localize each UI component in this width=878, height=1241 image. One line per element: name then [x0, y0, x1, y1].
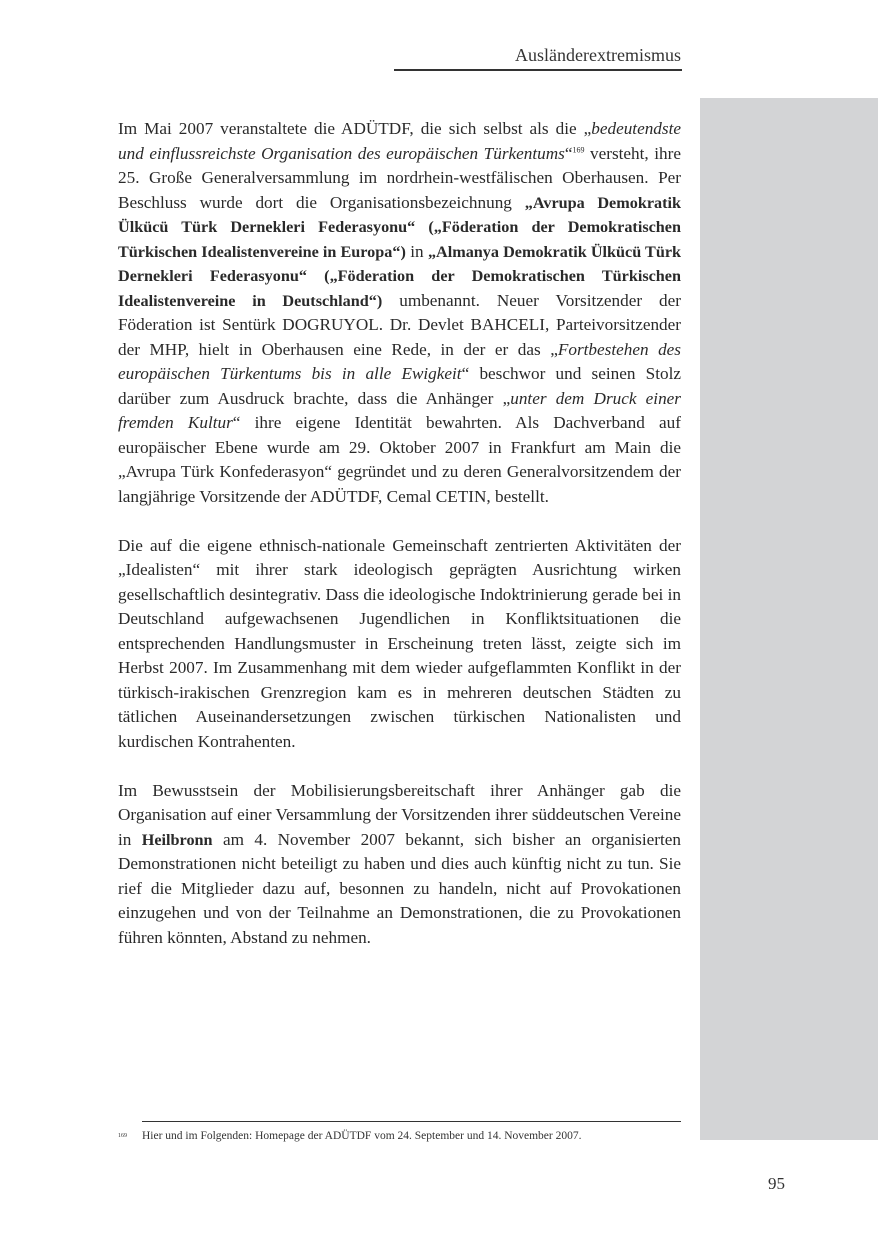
paragraph-2: Die auf die eigene ethnisch-nationale Gemeinschaft zentrierten Aktivitäten der „Idealisten“ mit ihrer stark ideologisch geprägten Ausrichtung wirken gesellschaftlich desintegrativ. Dass die ideologische Indoktrinierung gerade bei in Deutschland aufgewachsenen Jugendlichen in Konfliktsituationen die entsprechenden Handlungsmuster in Erscheinung treten lässt, zeigte sich im Herbst 2007. Im Zusammenhang mit dem wieder aufgeflammten Konflikt in der türkisch-irakischen Grenzregion kam es in mehreren deutschen Städten zu tätlichen Auseinandersetzungen zwischen türkischen Nationalisten und kurdischen Kontrahenten. — [118, 535, 681, 751]
p1-org-name-old: „Avrupa Demokratik Ülkücü Türk Dernekleri Federasyonu“ („Föderation der Demokratischen Türkischen Idealistenvereine in Europa“) — [118, 193, 681, 261]
footnote-rule — [142, 1121, 681, 1122]
page-number: 95 — [768, 1174, 785, 1193]
footnote-number: 169 — [118, 1133, 127, 1139]
p3-text-1: Im Bewusstsein der Mobilisierungsbereitschaft ihrer Anhänger gab die Organisation auf einer Versammlung der Vorsitzenden ihrer süddeutschen Vereine in — [118, 780, 681, 849]
footnote — [118, 1128, 681, 1144]
p1-org-name-new: „Almanya Demokratik Ülkücü Türk Dernekleri Federasyonu“ („Föderation der Demokratischen Türkischen Idealistenvereine in Deutschland“) — [118, 242, 682, 310]
p1-text-2: “ — [564, 143, 573, 163]
paragraph-3 — [118, 779, 681, 951]
body-text — [118, 117, 681, 975]
p1-quote-2: Fortbestehen des europäischen Türkentums bis in alle Ewigkeit — [118, 339, 681, 383]
p1-text-4: in — [405, 241, 428, 261]
header-rule — [394, 69, 682, 71]
p3-place-name: Heilbronn — [141, 830, 213, 849]
p1-text-3: versteht, ihre 25. Große Generalversammlung im nordrhein-westfälischen Oberhausen. Per Beschluss wurde dort die Organisationsbezeichnung — [118, 143, 681, 212]
p1-text-6: “ beschwor und seinen Stolz darüber zum Ausdruck brachte, dass die Anhänger „ — [118, 364, 682, 408]
p1-text-5: umbenannt. Neuer Vorsitzender der Föderation ist Sentürk DOGRUYOL. Dr. Devlet BAHCELI, Parteivorsitzender der MHP, hielt in Oberhausen eine Rede, in der er das „ — [118, 290, 681, 359]
footnote-text: Hier und im Folgenden: Homepage der ADÜTDF vom 24. September und 14. November 2007. — [142, 1130, 582, 1142]
footnote-ref[interactable]: 169 — [572, 144, 585, 154]
p1-text-7: “ ihre eigene Identität bewahrten. Als Dachverband auf europäischer Ebene wurde am 29. Oktober 2007 in Frankfurt am Main die „Avrupa Türk Konfederasyon“ gegründet und zu deren Generalvorsitzendem der langjährige Vorsitzende der ADÜTDF, Cemal CETIN, bestellt. — [118, 413, 681, 506]
paragraph-1 — [118, 117, 681, 509]
p1-quote-3: unter dem Druck einer fremden Kultur — [118, 388, 681, 432]
margin-sidebar — [700, 98, 878, 1140]
p1-quote-1: bedeutendste und einflussreichste Organisation des europäischen Türkentums — [118, 119, 681, 163]
p3-text-2: am 4. November 2007 bekannt, sich bisher an organisierten Demonstrationen nicht beteiligt zu haben und dies auch künftig nicht zu tun. Sie rief die Mitglieder dazu auf, besonnen zu handeln, nicht auf Provokationen einzugehen und von der Teilnahme an Demonstrationen, die zu Provokationen führen könnten, Abstand zu nehmen. — [118, 829, 681, 947]
running-header: Ausländerextremismus — [515, 45, 681, 65]
p1-text-1: Im Mai 2007 veranstaltete die ADÜTDF, die sich selbst als die „ — [118, 119, 592, 138]
